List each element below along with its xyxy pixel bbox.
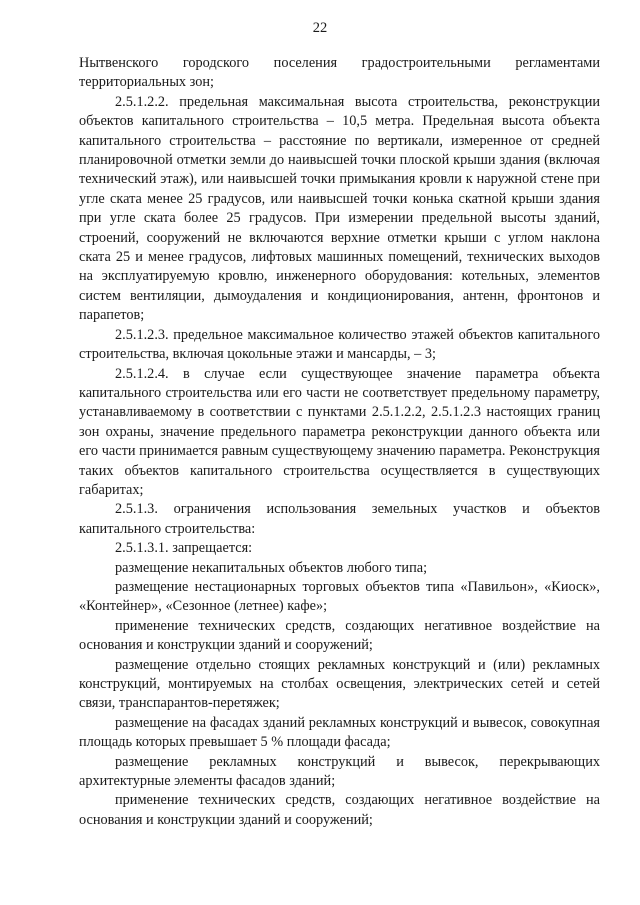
- paragraph: размещение на фасадах зданий рекламных конструкций и вывесок, совокупная площадь которых превышает 5 % площади фасада;: [79, 714, 600, 751]
- paragraph: 2.5.1.2.4. в случае если существующее значение параметра объекта капитального строительства или его части не соответствует предельному параметру, устанавливаемому в соответствии с пунктами 2.5.1.2.2, 2.5.1.2.3 настоящих границ зон охраны, значение предельного параметра реконструкции данного объекта или его части принимается равным существующему значению параметра. Реконструкция таких объектов капитального строительства осуществляется в существующих габаритах;: [79, 365, 600, 498]
- paragraph: применение технических средств, создающих негативное воздействие на основания и конструкции зданий и сооружений;: [79, 617, 600, 654]
- paragraph: размещение некапитальных объектов любого типа;: [115, 559, 428, 576]
- paragraph: 2.5.1.3.1. запрещается:: [115, 540, 253, 557]
- paragraph: размещение нестационарных торговых объектов типа «Павильон», «Киоск», «Контейнер», «Сезонное (летнее) кафе»;: [79, 578, 600, 615]
- page-number: 22: [312, 20, 328, 36]
- paragraph: Нытвенского городского поселения градостроительными регламентами территориальных зон;: [79, 55, 600, 91]
- paragraph: размещение отдельно стоящих рекламных конструкций и (или) рекламных конструкций, монтируемых на столбах освещения, электрических сетей и сетей связи, транспарантов-перетяжек;: [79, 656, 600, 712]
- paragraph: 2.5.1.2.2. предельная максимальная высота строительства, реконструкции объектов капитального строительства – 10,5 метра. Предельная высота объекта капитального строительства – расстояние по вертикали, измеренное от средней планировочной отметки земли до наивысшей точки плоской крыши здания (включая технический этаж), или наивысшей точки примыкания кровли к наружной стене при угле ската менее 25 градусов, или наивысшей точки конька скатной крыши здания при угле ската более 25 градусов. При измерении предельной высоты зданий, строений, сооружений не включаются верхние отметки крыши с углом наклона ската 25 и менее градусов, лифтовых машинных помещений, технических выходов на эксплуатируемую кровлю, инженерного оборудования: котельных, элементов систем вентиляции, дымоудаления и кондиционирования, антенн, фронтонов и парапетов;: [79, 93, 600, 324]
- paragraph: применение технических средств, создающих негативное воздействие на основания и конструкции зданий и сооружений;: [79, 792, 600, 828]
- paragraph: размещение рекламных конструкций и вывесок, перекрывающих архитектурные элементы фасадов зданий;: [79, 753, 600, 790]
- document-body: [79, 54, 600, 830]
- paragraph: 2.5.1.3. ограничения использования земельных участков и объектов капитального строительства:: [79, 501, 600, 537]
- paragraph: 2.5.1.2.3. предельное максимальное количество этажей объектов капитального строительства, включая цокольные этажи и мансарды, – 3;: [79, 326, 600, 363]
